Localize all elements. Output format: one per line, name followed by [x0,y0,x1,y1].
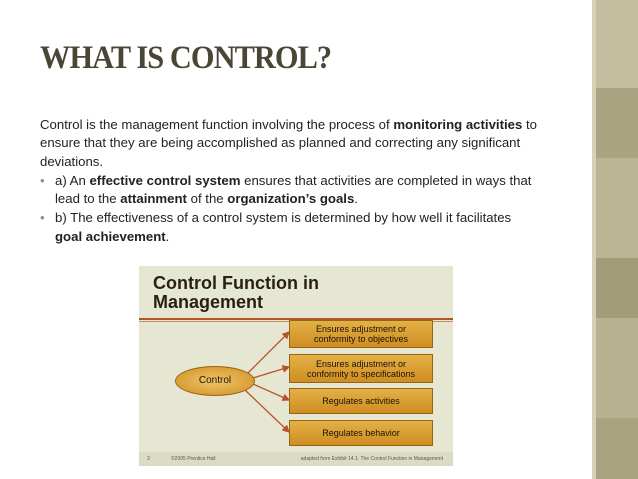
diagram-title-line: Management [153,292,264,312]
box-text: Ensures adjustment or [315,358,407,369]
bullet-dot-icon: • [40,172,45,188]
control-function-diagram [139,266,453,466]
footer-copyright: ©2005 Prentice Hall [171,456,216,462]
sidebar-texture-block [596,418,638,479]
box-text: conformity to specifications [306,368,416,379]
decorative-sidebar [596,0,638,479]
footer-page-number: 3 [147,456,150,462]
bullet-bold: attainment [120,191,187,207]
outcome-box [289,354,433,383]
intro-bold: monitoring activities [393,117,523,132]
sidebar-divider [592,0,596,479]
sidebar-texture-block [596,318,638,418]
outcome-box [289,388,433,414]
bullet-text: . [165,228,170,244]
footer-source: adapted from Exhibit 14.1: The Control Function in Management [300,456,443,462]
box-text: Regulates activities [322,396,400,406]
bullet-dot-icon: • [40,210,45,226]
arrow-line [247,332,289,374]
arrow-line [253,384,289,400]
sidebar-texture-block [596,258,638,318]
outcome-box [289,320,433,348]
bullet-bold: effective control system [89,172,241,188]
sidebar-texture-block [596,158,638,258]
sidebar-texture-block [596,0,638,88]
diagram-title-line: Control Function in [153,273,319,293]
intro-paragraph [40,116,540,171]
sidebar-texture-block [596,88,638,158]
bullet-bold: organization’s goals [227,191,355,207]
intro-text: Control is the management function involving the process of [40,117,394,132]
control-ellipse: Control [175,366,255,396]
box-text: Regulates behavior [322,428,400,438]
bullet-text: ensures that activities are completed in ways that lead to the [55,172,532,207]
bullet-item [40,172,540,209]
bullet-text: b) The effectiveness of a control system is determined by how well it facilitates [55,210,512,226]
bullet-item [40,209,540,246]
intro-text: to ensure that they are being accomplished as planned and correcting any significant deviations. [40,117,537,169]
box-text: conformity to objectives [313,334,409,344]
box-text: Ensures adjustment or [315,324,407,334]
slide-body [40,116,540,246]
bullet-text: . [354,191,358,207]
outcome-box [289,420,433,446]
bullet-text: a) An [55,172,90,188]
bullet-text: of the [186,191,228,207]
arrow-line [245,390,289,432]
diagram-footer [139,452,453,466]
bullet-bold: goal achievement [55,228,166,244]
arrow-line [253,367,289,378]
slide-title: WHAT IS CONTROL? [40,40,332,76]
